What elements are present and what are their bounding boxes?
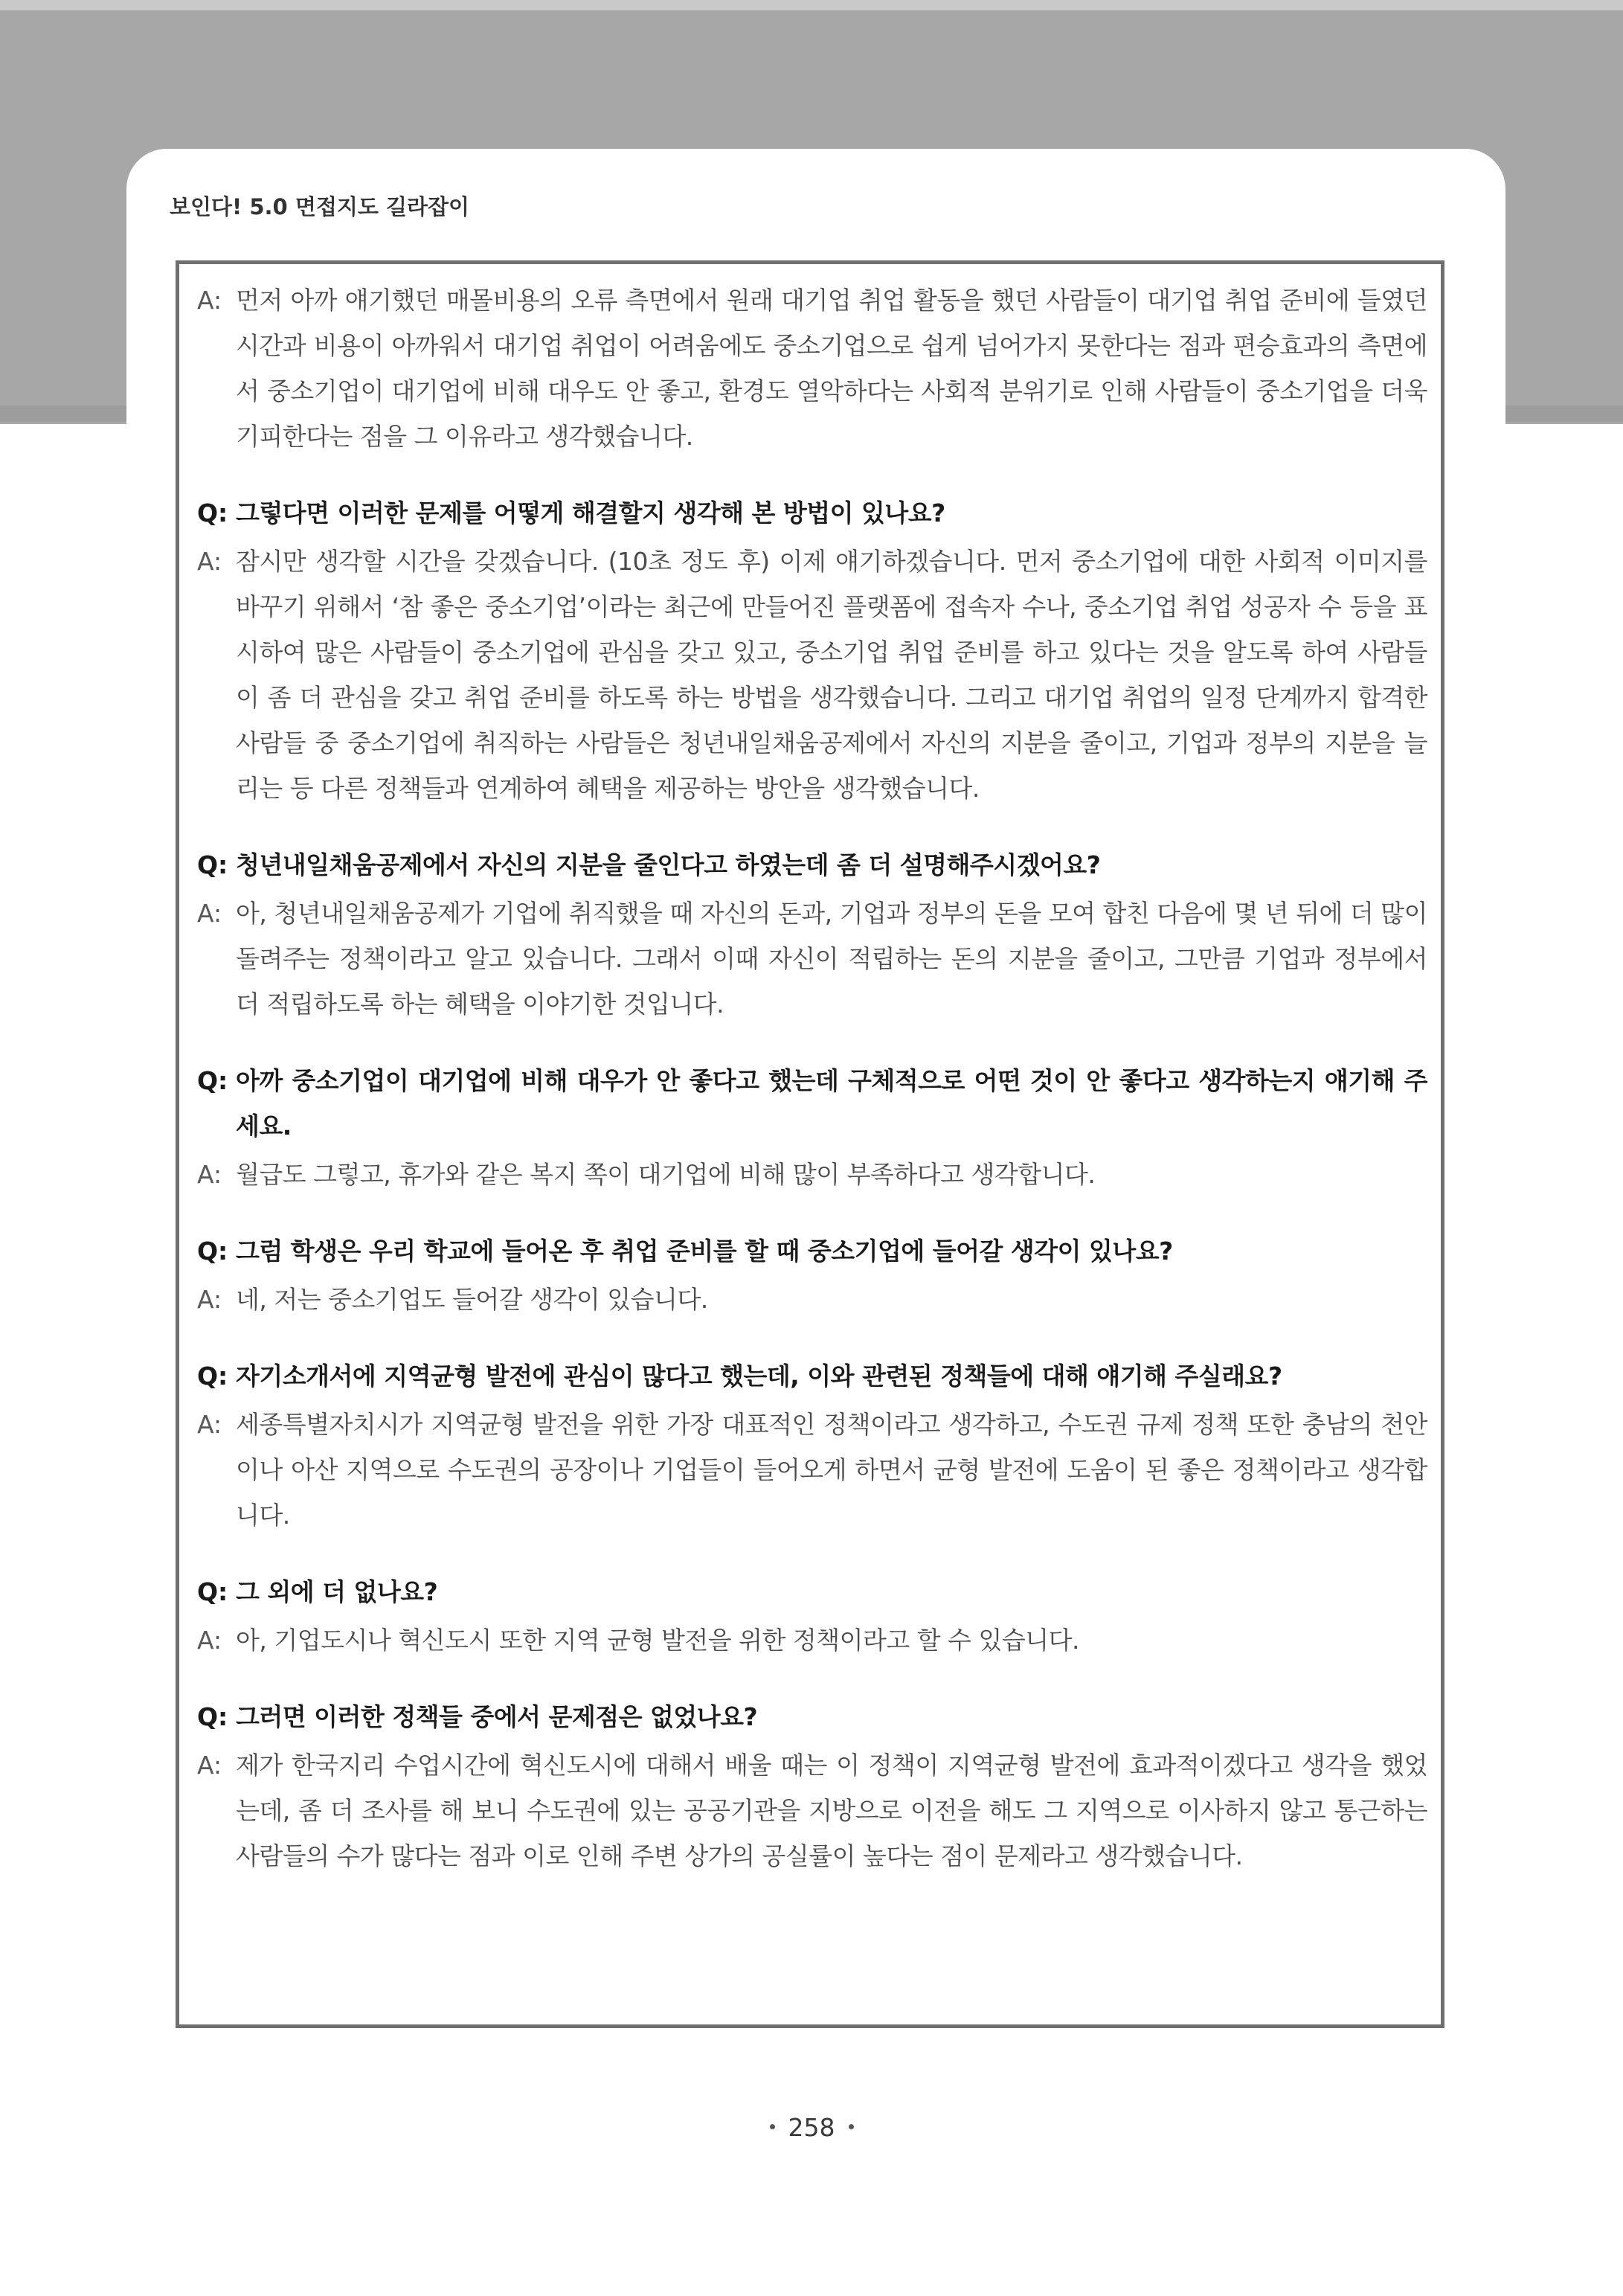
question-line bbox=[197, 1353, 1427, 1399]
qa-item bbox=[197, 842, 1427, 1027]
answer-label: A: bbox=[197, 1410, 222, 1439]
question-label: Q: bbox=[197, 1577, 228, 1606]
answer-text: 잠시만 생각할 시간을 갖겠습니다. (10초 정도 후) 이제 얘기하겠습니다. 먼저 중소기업에 대한 사회적 이미지를 바꾸기 위해서 ‘참 좋은 중소기업’이라는 최근에 만들어진 플랫폼에 접속자 수나, 중소기업 취업 성공자 수 등을 표시하여 많은 사람들이 중소기업에 관심을 갖고 있고, 중소기업 취업 준비를 하고 있다는 것을 알도록 하여 사람들이 좀 더 관심을 갖고 취업 준비를 하도록 하는 방법을 생각했습니다. 그리고 대기업 취업의 일정 단계까지 합격한 사람들 중 중소기업에 취직하는 사람들은 청년내일채움공제에서 자신의 지분을 줄이고, 기업과 정부의 지분을 늘리는 등 다른 정책들과 연계하여 혜택을 제공하는 방안을 생각했습니다. bbox=[236, 547, 1427, 803]
question-label: Q: bbox=[197, 850, 228, 879]
question-line bbox=[197, 490, 1427, 536]
answer-line bbox=[197, 1152, 1427, 1197]
question-label: Q: bbox=[197, 498, 228, 527]
answer-label: A: bbox=[197, 899, 222, 928]
running-title: 보인다! 5.0 면접지도 길라잡이 bbox=[170, 194, 470, 219]
question-line bbox=[197, 1058, 1427, 1149]
qa-item bbox=[197, 490, 1427, 811]
qa-item bbox=[197, 1569, 1427, 1663]
question-line bbox=[197, 1694, 1427, 1739]
qa-item bbox=[197, 1694, 1427, 1879]
answer-line bbox=[197, 1402, 1427, 1538]
answer-label: A: bbox=[197, 1285, 222, 1314]
answer-label: A: bbox=[197, 1751, 222, 1780]
answer-text: 제가 한국지리 수업시간에 혁신도시에 대해서 배울 때는 이 정책이 지역균형 발전에 효과적이겠다고 생각을 했었는데, 좀 더 조사를 해 보니 수도권에 있는 공공기관을 지방으로 이전을 해도 그 지역으로 이사하지 않고 통근하는 사람들의 수가 많다는 점과 이로 인해 주변 상가의 공실률이 높다는 점이 문제라고 생각했습니다. bbox=[236, 1751, 1427, 1870]
answer-label: A: bbox=[197, 547, 222, 576]
answer-text: 세종특별자치시가 지역균형 발전을 위한 가장 대표적인 정책이라고 생각하고, 수도권 규제 정책 또한 충남의 천안이나 아산 지역으로 수도권의 공장이나 기업들이 들어오게 하면서 균형 발전에 도움이 된 좋은 정책이라고 생각합니다. bbox=[236, 1410, 1427, 1530]
answer-line bbox=[197, 1742, 1427, 1879]
bullet-dot-icon bbox=[770, 2124, 775, 2129]
side-stripe-right bbox=[1505, 405, 1623, 422]
question-text: 그 외에 더 없나요? bbox=[236, 1577, 438, 1606]
question-text: 그럼 학생은 우리 학교에 들어온 후 취업 준비를 할 때 중소기업에 들어갈 생각이 있나요? bbox=[236, 1237, 1173, 1266]
answer-text: 먼저 아까 얘기했던 매몰비용의 오류 측면에서 원래 대기업 취업 활동을 했던 사람들이 대기업 취업 준비에 들였던 시간과 비용이 아까워서 대기업 취업이 어려움에도 중소기업으로 쉽게 넘어가지 못한다는 점과 편승효과의 측면에서 중소기업이 대기업에 비해 대우도 안 좋고, 환경도 열악하다는 사회적 분위기로 인해 사람들이 중소기업을 더욱 기피한다는 점을 그 이유라고 생각했습니다. bbox=[236, 286, 1427, 451]
question-text: 자기소개서에 지역균형 발전에 관심이 많다고 했는데, 이와 관련된 정책들에 대해 얘기해 주실래요? bbox=[236, 1362, 1282, 1391]
qa-item bbox=[197, 278, 1427, 459]
question-text: 아까 중소기업이 대기업에 비해 대우가 안 좋다고 했는데 구체적으로 어떤 것이 안 좋다고 생각하는지 얘기해 주세요. bbox=[236, 1066, 1427, 1141]
question-label: Q: bbox=[197, 1362, 228, 1391]
question-label: Q: bbox=[197, 1702, 228, 1731]
qa-item bbox=[197, 1058, 1427, 1197]
answer-label: A: bbox=[197, 286, 222, 315]
answer-line bbox=[197, 278, 1427, 459]
answer-line bbox=[197, 1617, 1427, 1663]
interview-box bbox=[176, 260, 1444, 2028]
page-number-text: 258 bbox=[788, 2113, 835, 2142]
side-stripe-left bbox=[0, 405, 126, 422]
bullet-dot-icon bbox=[849, 2124, 854, 2129]
question-label: Q: bbox=[197, 1237, 228, 1266]
answer-label: A: bbox=[197, 1160, 222, 1189]
answer-label: A: bbox=[197, 1626, 222, 1655]
question-line bbox=[197, 1228, 1427, 1274]
answer-line bbox=[197, 1277, 1427, 1322]
question-text: 그렇다면 이러한 문제를 어떻게 해결할지 생각해 본 방법이 있나요? bbox=[236, 498, 945, 527]
qa-list bbox=[197, 278, 1427, 1910]
question-text: 그러면 이러한 정책들 중에서 문제점은 없었나요? bbox=[236, 1702, 758, 1731]
top-edge-stripe bbox=[0, 0, 1623, 10]
answer-text: 아, 청년내일채움공제가 기업에 취직했을 때 자신의 돈과, 기업과 정부의 돈을 모여 합친 다음에 몇 년 뒤에 더 많이 돌려주는 정책이라고 알고 있습니다. 그래서 이때 자신이 적립하는 돈의 지분을 줄이고, 그만큼 기업과 정부에서 더 적립하도록 하는 혜택을 이야기한 것입니다. bbox=[236, 899, 1427, 1019]
answer-line bbox=[197, 539, 1427, 811]
question-line bbox=[197, 842, 1427, 888]
question-line bbox=[197, 1569, 1427, 1614]
answer-line bbox=[197, 891, 1427, 1027]
answer-text: 아, 기업도시나 혁신도시 또한 지역 균형 발전을 위한 정책이라고 할 수 있습니다. bbox=[236, 1626, 1079, 1655]
answer-text: 월급도 그렇고, 휴가와 같은 복지 쪽이 대기업에 비해 많이 부족하다고 생각합니다. bbox=[236, 1160, 1096, 1189]
answer-text: 네, 저는 중소기업도 들어갈 생각이 있습니다. bbox=[236, 1285, 708, 1314]
question-label: Q: bbox=[197, 1066, 228, 1095]
question-text: 청년내일채움공제에서 자신의 지분을 줄인다고 하였는데 좀 더 설명해주시겠어요? bbox=[236, 850, 1101, 879]
qa-item bbox=[197, 1353, 1427, 1538]
qa-item bbox=[197, 1228, 1427, 1322]
page-number bbox=[0, 2113, 1623, 2142]
